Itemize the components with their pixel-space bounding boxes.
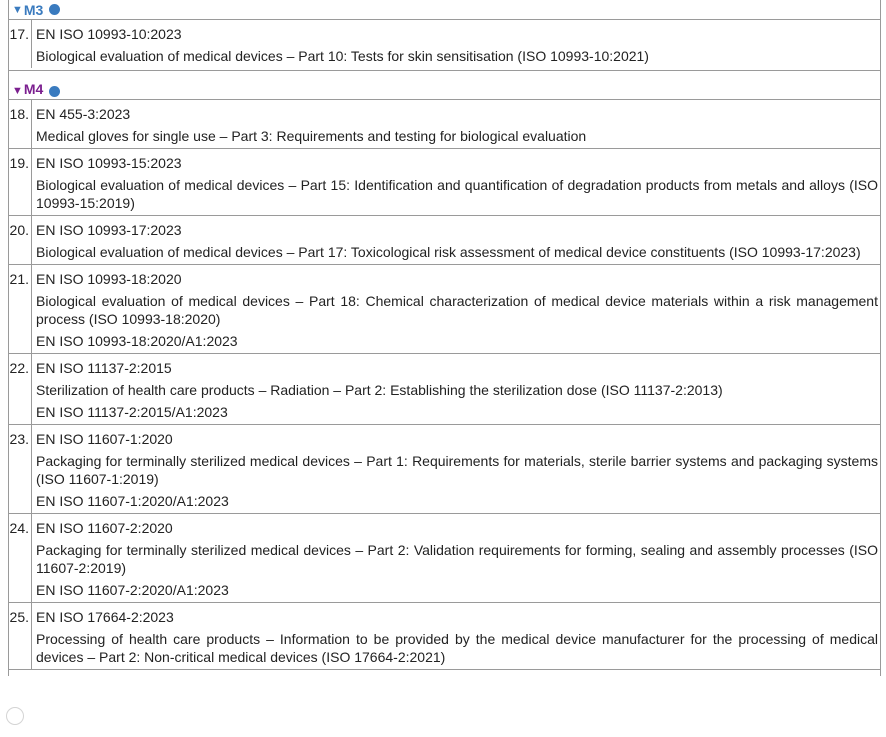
standard-title: Processing of health care products – Information to be provided by the medical device manufacturer for the processing of medical devices – Part 2: Non-critical medical devices (ISO 17664-2:2021) xyxy=(36,631,878,665)
row-content xyxy=(32,354,880,424)
row-content xyxy=(32,100,880,148)
row-number: 22. xyxy=(9,354,32,424)
standard-amendment: EN ISO 10993-18:2020/A1:2023 xyxy=(36,333,238,349)
row-content xyxy=(32,603,880,669)
row-content xyxy=(32,216,880,264)
standard-code: EN ISO 11137-2:2015 xyxy=(36,360,172,376)
standard-title: Biological evaluation of medical devices – Part 10: Tests for skin sensitisation (ISO 10993-10:2021) xyxy=(36,48,649,64)
standard-code: EN ISO 17664-2:2023 xyxy=(36,609,174,625)
table-bottom-border xyxy=(9,669,880,676)
status-dot-icon xyxy=(49,4,60,15)
standard-title: Biological evaluation of medical devices – Part 17: Toxicological risk assessment of medical device constituents (ISO 10993-17:2023) xyxy=(36,244,861,260)
standard-code: EN ISO 10993-10:2023 xyxy=(36,26,182,42)
row-number: 20. xyxy=(9,216,32,264)
row-number: 24. xyxy=(9,514,32,602)
table-row xyxy=(9,424,880,513)
standard-amendment: EN ISO 11137-2:2015/A1:2023 xyxy=(36,404,228,420)
standard-title: Biological evaluation of medical devices – Part 15: Identification and quantification of degradation products from metals and alloys (ISO 10993-15:2019) xyxy=(36,177,878,211)
watermark-icon xyxy=(6,707,24,725)
section-label: M3 xyxy=(23,1,44,18)
row-number: 25. xyxy=(9,603,32,669)
standard-title: Packaging for terminally sterilized medical devices – Part 2: Validation requirements for forming, sealing and assembly processes (ISO 11607-2:2019) xyxy=(36,542,878,576)
row-number: 18. xyxy=(9,100,32,148)
row-number: 19. xyxy=(9,149,32,215)
standard-code: EN ISO 10993-18:2020 xyxy=(36,271,182,287)
table-row xyxy=(9,264,880,353)
standards-table xyxy=(8,0,881,676)
table-row xyxy=(9,353,880,424)
row-content xyxy=(32,514,880,602)
row-number: 21. xyxy=(9,265,32,353)
standard-title: Sterilization of health care products – Radiation – Part 2: Establishing the sterilization dose (ISO 11137-2:2013) xyxy=(36,382,723,398)
standard-amendment: EN ISO 11607-2:2020/A1:2023 xyxy=(36,582,229,598)
row-number: 17. xyxy=(9,20,32,68)
standard-code: EN ISO 10993-17:2023 xyxy=(36,222,182,238)
standard-title: Medical gloves for single use – Part 3: Requirements and testing for biological evaluation xyxy=(36,128,587,144)
collapse-triangle-icon[interactable]: ▼ xyxy=(12,85,23,97)
standard-code: EN 455-3:2023 xyxy=(36,106,131,122)
standard-code: EN ISO 10993-15:2023 xyxy=(36,155,182,171)
watermark-logo xyxy=(6,707,116,729)
table-row xyxy=(9,602,880,669)
standard-code: EN ISO 11607-2:2020 xyxy=(36,520,173,536)
standard-title: Packaging for terminally sterilized medical devices – Part 1: Requirements for materials, sterile barrier systems and packaging systems (ISO 11607-1:2019) xyxy=(36,453,878,487)
standard-title: Biological evaluation of medical devices – Part 18: Chemical characterization of medical device materials within a risk management process (ISO 10993-18:2020) xyxy=(36,293,878,327)
standard-amendment: EN ISO 11607-1:2020/A1:2023 xyxy=(36,493,229,509)
table-row xyxy=(9,148,880,215)
row-content xyxy=(32,265,880,353)
section-header-m3[interactable] xyxy=(9,0,880,19)
standard-code: EN ISO 11607-1:2020 xyxy=(36,431,173,447)
row-content xyxy=(32,149,880,215)
table-row xyxy=(9,513,880,602)
table-row xyxy=(9,99,880,148)
row-number: 23. xyxy=(9,425,32,513)
collapse-triangle-icon[interactable]: ▼ xyxy=(12,3,23,16)
table-row xyxy=(9,215,880,264)
section-header-m4[interactable] xyxy=(9,70,880,99)
row-content xyxy=(32,20,880,68)
table-row xyxy=(9,19,880,68)
status-dot-icon xyxy=(49,86,60,97)
section-label: M4 xyxy=(23,81,44,97)
row-content xyxy=(32,425,880,513)
